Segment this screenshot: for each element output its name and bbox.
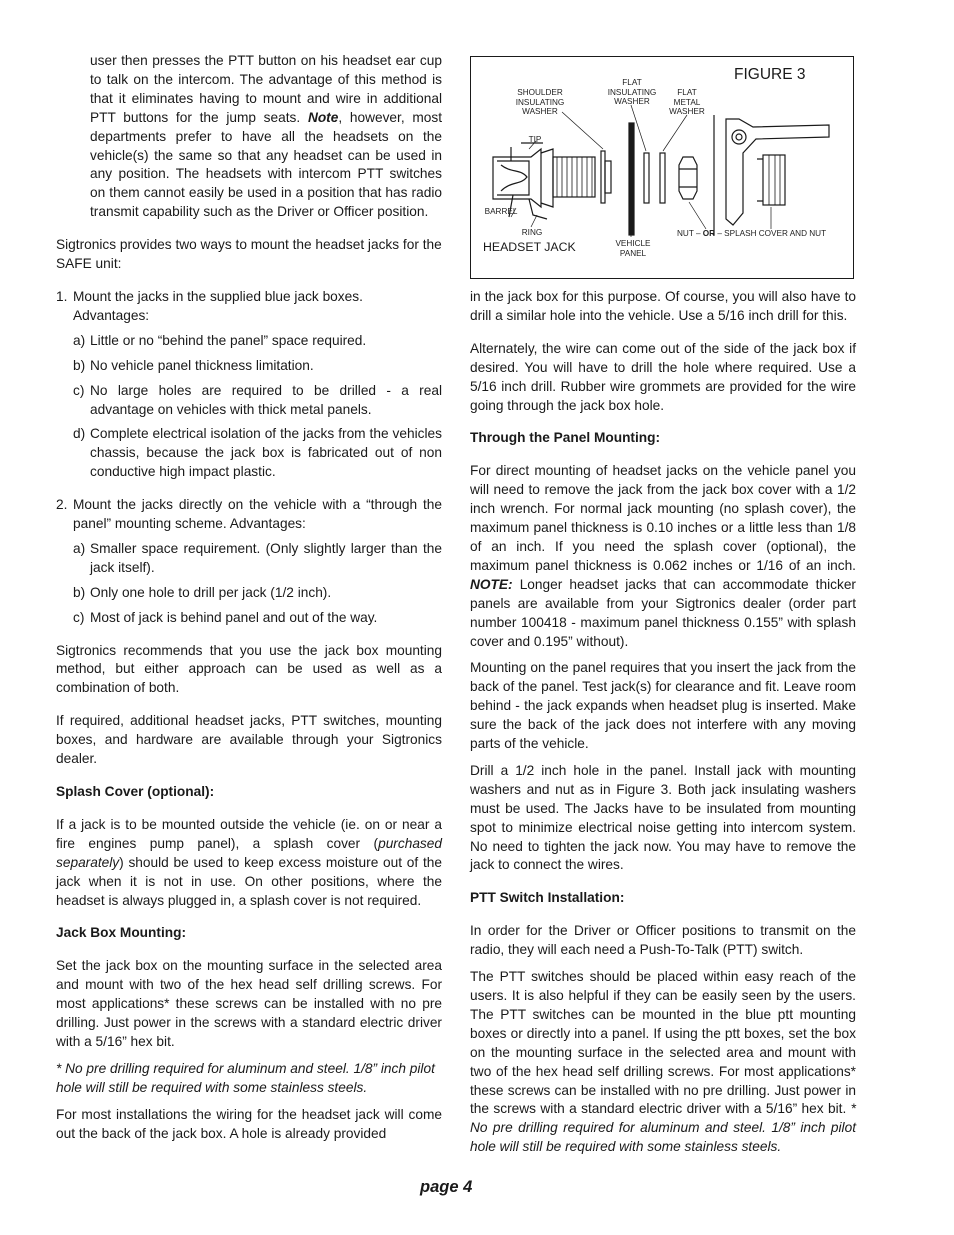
- additional-paragraph: If required, additional headset jacks, PTT switches, mounting boxes, and hardware are available through your Sigtronics dealer.: [56, 713, 442, 767]
- sub-item: a) Smaller space requirement. (Only slightly larger than the jack itself).: [73, 540, 442, 575]
- recommend-paragraph: Sigtronics recommends that you use the jack box mounting method, but either approach can be used as well as a combination of both.: [56, 642, 442, 696]
- sub-item: b) No vehicle panel thickness limitation.: [73, 357, 314, 373]
- sub-item: a) Little or no “behind the panel” space required.: [73, 332, 367, 348]
- ptt-heading: PTT Switch Installation:: [470, 890, 625, 906]
- jack-box-paragraph: Set the jack box on the mounting surface in the selected area and mount with two of the hex head self drilling screws. For most applications* these screws can be installed with no pre drilling. Just power in the screws with a standard electric driver with a 5/16” hex bit.: [56, 958, 442, 1049]
- mount-ways-paragraph: Sigtronics provides two ways to mount the headset jacks for the SAFE unit:: [56, 237, 442, 272]
- sub-item: c) Most of jack is behind panel and out of the way.: [73, 609, 378, 625]
- wiring-continued-paragraph: in the jack box for this purpose. Of course, you will also have to drill a similar hole into the vehicle. Use a 5/16 inch drill for this.: [470, 289, 856, 323]
- note-label: Note: [307, 109, 339, 125]
- figure-3: [470, 56, 854, 279]
- left-column: [56, 52, 442, 1144]
- shoulder-washer-label: SHOULDER INSULATING WASHER: [515, 88, 565, 117]
- mounting-paragraph: Mounting on the panel requires that you insert the jack from the back of the panel. Test jack(s) for clearance and fit. Leave room behind - the jack expands when headset plug is inserted. Make sure the back of the jack does not interfere with any moving parts of the vehicle.: [470, 660, 856, 752]
- barrel-label: BARREL: [484, 207, 518, 216]
- sub-item: d) Complete electrical isolation of the jacks from the vehicles chassis, because the jack box is fabricated out of non conductive high impact plastic.: [73, 426, 442, 480]
- intro-paragraph: user then presses the PTT button on his headset ear cup to talk on the intercom. The advantage of this method is that it eliminates having to mount and wire in additional PTT buttons for the jump seats. Note, however, most departments prefer to have all the headsets on the vehicle(s) the same so that any headset can be used in any position. The headsets with intercom PTT switches on them cannot easily be used in a position that has radio transmit capability such as the Driver or Officer position.: [90, 53, 443, 220]
- sub-item: c) No large holes are required to be drilled - a real advantage on vehicles with thick metal panels.: [73, 382, 442, 417]
- jack-box-heading: Jack Box Mounting:: [56, 925, 187, 941]
- vehicle-panel-label: VEHICLE PANEL: [615, 239, 651, 258]
- sub-item: b) Only one hole to drill per jack (1/2 inch).: [73, 584, 332, 600]
- through-panel-paragraph: For direct mounting of headset jacks on the vehicle panel you will need to remove the jack from the jack box cover with a 1/2 inch wrench. For normal jack mounting (no splash cover), the maximum panel thickness is 0.10 inches or a little less than 1/8 of an inch. If you need the splash cover (optional), the maximum panel thickness is 0.062 inches or 1/16 of an inch. NOTE: Longer headset jacks that can accommodate thicker panels are available from your Sigtronics dealer (order part number 100418 - maximum panel thickness 0.155” with splash cover and 0.195” without).: [470, 463, 856, 649]
- ptt-paragraph-2: The PTT switches should be placed within easy reach of the users. It is also helpful if they can be easily seen by the users. The PTT switches can be mounted in the blue ptt mounting boxes or directly into a panel. If using the ptt boxes, set the box on the mounting surface in the selected area and mount with two of the hex head self drilling screws. For most applications* these screws can be installed with no pre drilling. Just power in the screws with a standard electric driver with a 5/16” hex bit. * No pre drilling required for aluminum and steel. 1/8” inch pilot hole will still be required with some stainless steels.: [470, 969, 856, 1155]
- list-item-jack-boxes: 1. Mount the jacks in the supplied blue jack boxes. Advantages:: [56, 288, 363, 323]
- alternate-wiring-paragraph: Alternately, the wire can come out of the side of the jack box if desired. You will have to drill the hole where required. Use a 5/16 inch drill. Rubber wire grommets are provided for the wire going through the jack box hole.: [470, 340, 856, 413]
- footnote: * No pre drilling required for aluminum and steel. 1/8” inch pilot hole will still be required with some stainless steels.: [56, 1060, 435, 1095]
- right-column: [470, 288, 856, 1157]
- ring-label: RING: [521, 228, 543, 237]
- headset-jack-label: HEADSET JACK: [483, 240, 576, 254]
- ptt-paragraph-1: In order for the Driver or Officer positions to transmit on the radio, they will each need a Push-To-Talk (PTT) switch.: [470, 923, 856, 958]
- page-number: page 4: [420, 1178, 473, 1196]
- flat-insulating-washer-label: FLAT INSULATING WASHER: [607, 78, 657, 107]
- nut-or-splash-label: NUT – OR – SPLASH COVER AND NUT: [677, 229, 827, 238]
- wiring-paragraph: For most installations the wiring for the headset jack will come out the back of the jack box. A hole is already provided: [56, 1106, 442, 1141]
- through-panel-heading: Through the Panel Mounting:: [470, 430, 661, 446]
- note-label: NOTE:: [470, 576, 513, 592]
- flat-metal-washer-label: FLAT METAL WASHER: [669, 88, 705, 117]
- drill-paragraph: Drill a 1/2 inch hole in the panel. Install jack with mounting washers and nut as in Figure 3. Both jack insulating washers must be used. The Jacks have to be insulated from mounting spot to minimize electrical noise getting into intercom system. No need to tighten the jack now. You may have to remove the jack to connect the wires.: [470, 762, 856, 873]
- tip-label: TIP: [528, 135, 542, 144]
- figure-title: FIGURE 3: [734, 66, 806, 83]
- splash-cover-heading: Splash Cover (optional):: [56, 784, 215, 799]
- list-item-through-panel: 2. Mount the jacks directly on the vehicle with a “through the panel” mounting scheme. Advantages:: [56, 497, 442, 532]
- splash-cover-paragraph: If a jack is to be mounted outside the vehicle (ie. on or near a fire engines pump panel), a splash cover (purchased separately) should be used to keep excess moisture out of the jack when it is not in use. On other positions, where the headset is always plugged in, a splash cover is not required.: [56, 816, 442, 908]
